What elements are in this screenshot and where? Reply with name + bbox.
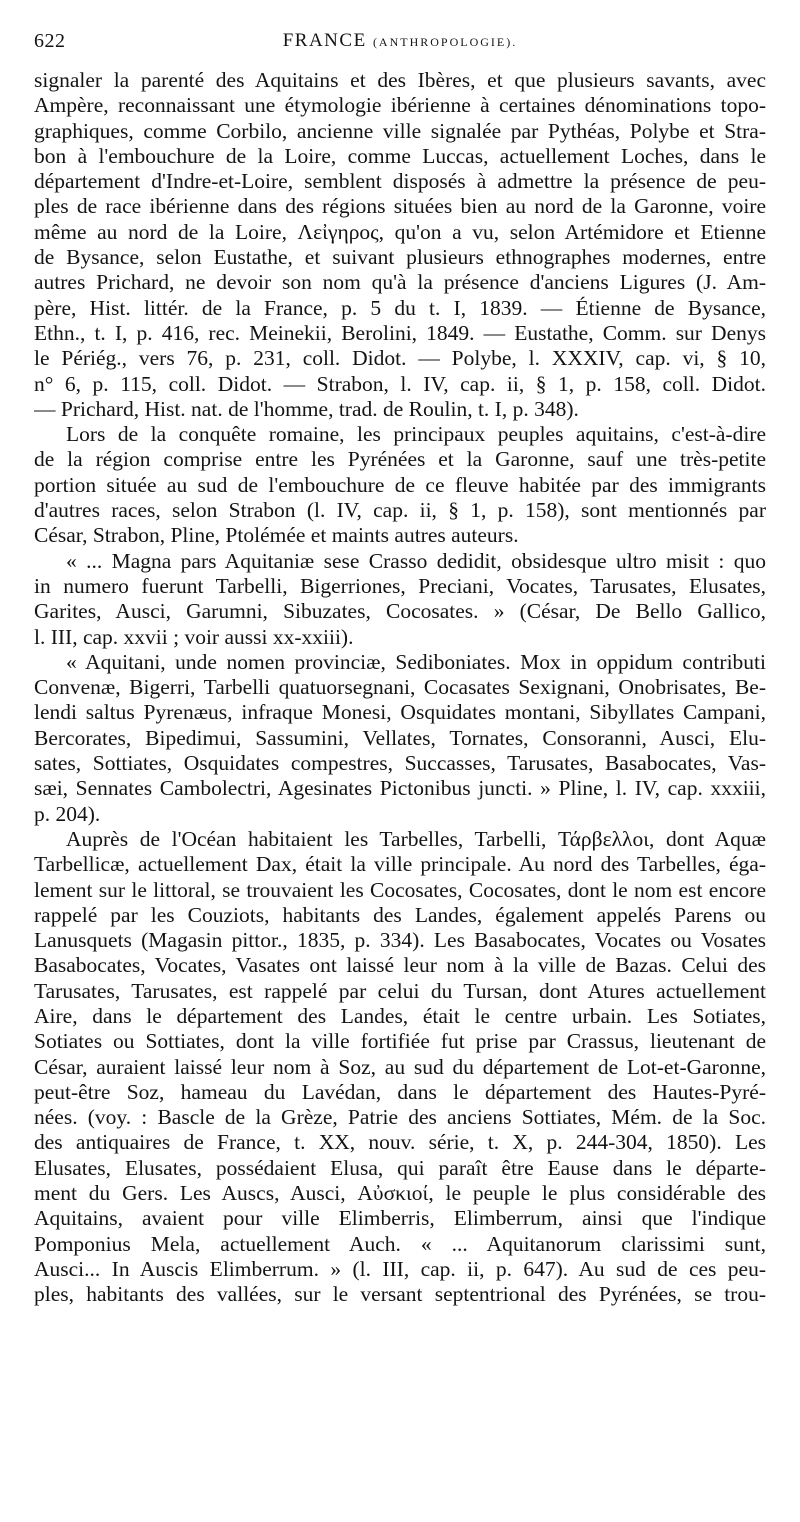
running-head-title: FRANCE [282, 30, 367, 51]
text-line: Aire, dans le département des Landes, était le centre urbain. Les Sotiates, [34, 1003, 766, 1028]
text-line: sates, Sottiates, Osquidates compestres, Succasses, Tarusates, Basabocates, Vas- [34, 751, 766, 776]
text-line: lement sur le littoral, se trouvaient les Cocosates, Cocosates, dont le nom est encore [34, 877, 766, 902]
text-line: Bercorates, Bipedimui, Sassumini, Vellates, Tornates, Consoranni, Ausci, Elu- [34, 725, 766, 750]
text-line: — Prichard, Hist. nat. de l'homme, trad. de Roulin, t. I, p. 348). [34, 396, 579, 421]
text-line: lendi saltus Pyrenæus, infraque Monesi, Osquidates montani, Sibyllates Campani, [34, 700, 766, 725]
text-line: Convenæ, Bigerri, Tarbelli quatuorsegnani, Cocasates Sexignani, Onobrisates, Be- [34, 675, 766, 700]
text-line: Lors de la conquête romaine, les principaux peuples aquitains, c'est-à-dire [66, 422, 766, 447]
text-line: portion située au sud de l'embouchure de ce fleuve habitée par des immigrants [34, 472, 766, 497]
text-line: ment du Gers. Les Auscs, Ausci, Αὐσκιοί, le peuple le plus considérable des [34, 1181, 766, 1206]
text-line: Ethn., t. I, p. 416, rec. Meinekii, Berolini, 1849. — Eustathe, Comm. sur Denys [34, 320, 766, 345]
text-line: peut-être Soz, hameau du Lavédan, dans le département des Hautes-Pyré- [34, 1079, 766, 1104]
running-head-subtitle: (ANTHROPOLOGIE). [372, 35, 518, 49]
text-line: Tarusates, Tarusates, est rappelé par celui du Tursan, dont Atures actuellement [34, 978, 766, 1003]
text-line: ples, habitants des vallées, sur le versant septentrional des Pyrénées, se trou- [34, 1282, 766, 1307]
text-line: bon à l'embouchure de la Loire, comme Luccas, actuellement Loches, dans le [34, 143, 766, 168]
text-line: Sotiates ou Sottiates, dont la ville fortifiée fut prise par Crassus, lieutenant de [34, 1029, 766, 1054]
text-line: ples de race ibérienne dans des régions situées bien au nord de la Garonne, voire [34, 194, 766, 219]
text-line: Ausci... In Auscis Elimberrum. » (l. III, cap. ii, p. 647). Au sud de ces peu- [34, 1256, 766, 1281]
text-line: in numero fuerunt Tarbelli, Bigerriones, Preciani, Vocates, Tarusates, Elusates, [34, 573, 766, 598]
page-header [34, 30, 766, 56]
text-line: père, Hist. littér. de la France, p. 5 du t. I, 1839. — Étienne de Bysance, [34, 295, 766, 320]
body-text [34, 68, 766, 1308]
text-line: César, auraient laissé leur nom à Soz, au sud du département de Lot-et-Garonne, [34, 1054, 766, 1079]
text-line: de Bysance, selon Eustathe, et suivant plusieurs ethnographes modernes, entre [34, 245, 766, 270]
text-line: de la région comprise entre les Pyrénées et la Garonne, sauf une très-petite [34, 447, 766, 472]
text-line: rappelé par les Couziots, habitants des Landes, également appelés Parens ou [34, 902, 766, 927]
text-line: Auprès de l'Océan habitaient les Tarbelles, Tarbelli, Τάρβελλοι, dont Aquæ [66, 826, 766, 851]
text-line: n° 6, p. 115, coll. Didot. — Strabon, l. IV, cap. ii, § 1, p. 158, coll. Didot. [34, 371, 766, 396]
text-line: « ... Magna pars Aquitaniæ sese Crasso dedidit, obsidesque ultro misit : quo [66, 548, 766, 573]
text-line: même au nord de la Loire, Λεἰγηρος, qu'on a vu, selon Artémidore et Etienne [34, 219, 766, 244]
text-line: « Aquitani, unde nomen provinciæ, Sediboniates. Mox in oppidum contributi [66, 649, 766, 674]
text-line: Tarbellicæ, actuellement Dax, était la ville principale. Au nord des Tarbelles, éga- [34, 852, 766, 877]
text-line: Elusates, Elusates, possédaient Elusa, qui paraît être Eause dans le départe- [34, 1155, 766, 1180]
text-line: le Périég., vers 76, p. 231, coll. Didot. — Polybe, l. XXXIV, cap. vi, § 10, [34, 346, 766, 371]
text-line: Aquitains, avaient pour ville Elimberris, Elimberrum, ainsi que l'indique [34, 1206, 766, 1231]
text-line: département d'Indre-et-Loire, semblent disposés à admettre la présence de peu- [34, 169, 766, 194]
running-head [34, 30, 766, 52]
text-line: Pomponius Mela, actuellement Auch. « ... Aquitanorum clarissimi sunt, [34, 1231, 766, 1256]
text-line: l. III, cap. xxvii ; voir aussi xx-xxiii). [34, 624, 354, 649]
text-line: autres Prichard, ne devoir son nom qu'à la présence d'anciens Ligures (J. Am- [34, 270, 766, 295]
text-line: graphiques, comme Corbilo, ancienne ville signalée par Pythéas, Polybe et Stra- [34, 118, 766, 143]
text-line: Ampère, reconnaissant une étymologie ibérienne à certaines dénominations topo- [34, 93, 766, 118]
text-line: César, Strabon, Pline, Ptolémée et maints autres auteurs. [34, 523, 519, 548]
text-line: sæi, Sennates Cambolectri, Agesinates Pictonibus juncti. » Pline, l. IV, cap. xxxiii, [34, 776, 766, 801]
text-line: p. 204). [34, 801, 101, 826]
text-line: nées. (voy. : Bascle de la Grèze, Patrie des anciens Sottiates, Mém. de la Soc. [34, 1105, 766, 1130]
page-number: 622 [34, 30, 66, 52]
text-line: signaler la parenté des Aquitains et des Ibères, et que plusieurs savants, avec [34, 68, 766, 92]
text-line: Garites, Ausci, Garumni, Sibuzates, Cocosates. » (César, De Bello Gallico, [34, 599, 766, 624]
text-line: d'autres races, selon Strabon (l. IV, cap. ii, § 1, p. 158), sont mentionnés par [34, 498, 766, 523]
text-line: Lanusquets (Magasin pittor., 1835, p. 334). Les Basabocates, Vocates ou Vosates [34, 928, 766, 953]
text-line: Basabocates, Vocates, Vasates ont laissé leur nom à la ville de Bazas. Celui des [34, 953, 766, 978]
text-line: des antiquaires de France, t. XX, nouv. série, t. X, p. 244-304, 1850). Les [34, 1130, 766, 1155]
